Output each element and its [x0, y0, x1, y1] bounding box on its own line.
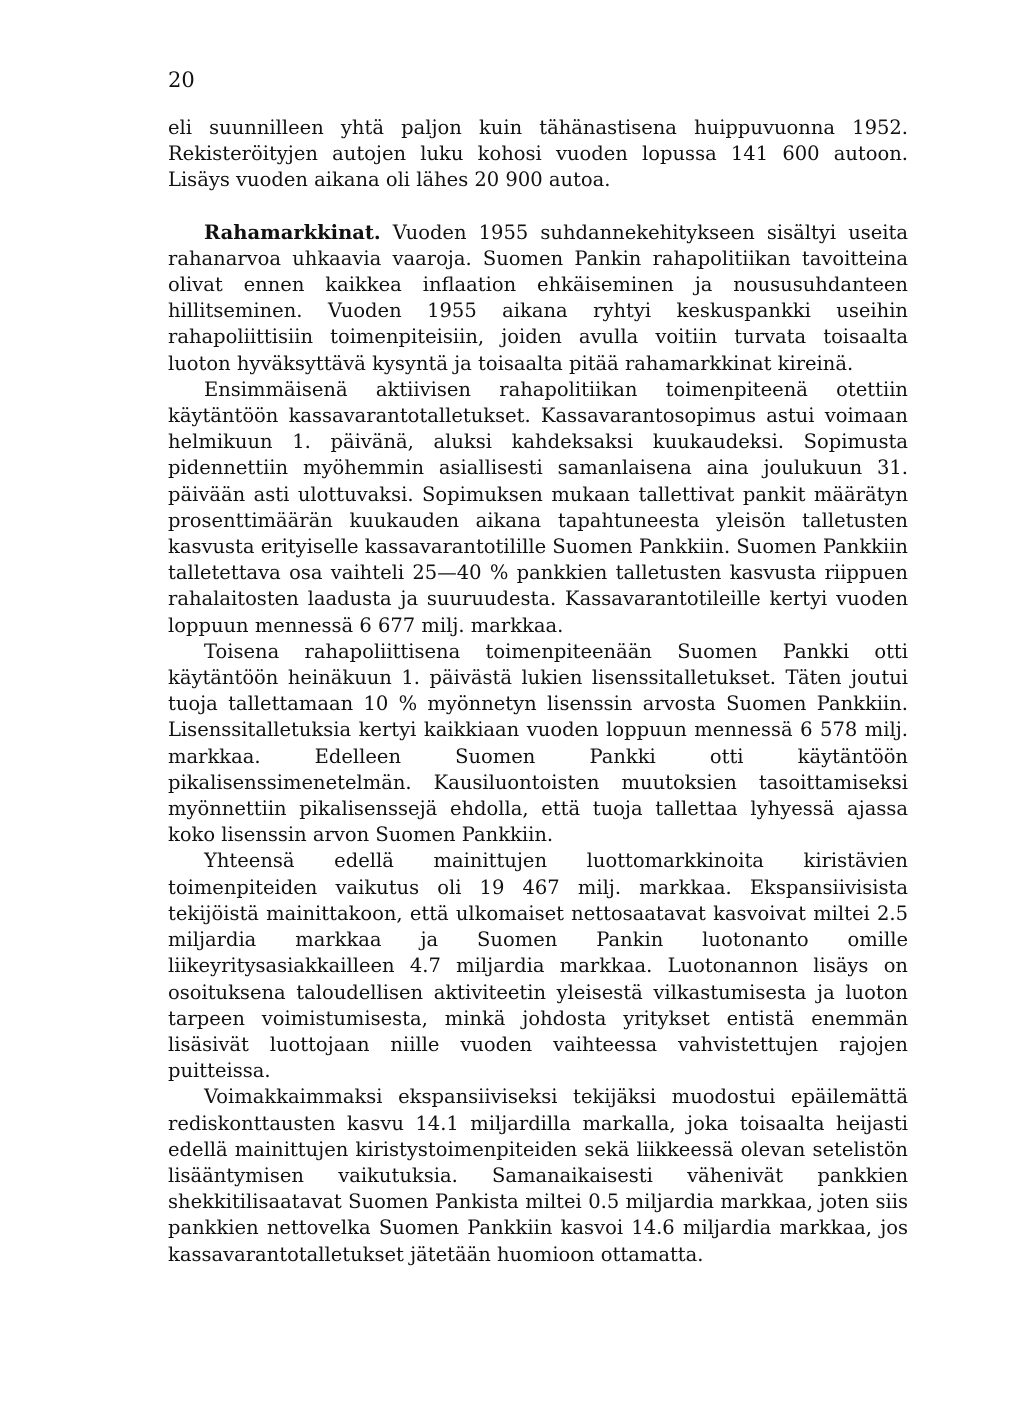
page-number: 20	[168, 68, 195, 92]
paragraph-licence-deposits: Toisena rahapoliittisena toimenpiteenään Suomen Pankki otti käytäntöön heinäkuun 1. päivästä lukien lisenssitalletukset. Täten joutui tuoja tallettamaan 10 % myönnetyn lisenssin arvosta Suomen Pankkiin. Lisenssitalletuksia kertyi kaikkiaan vuoden loppuun mennessä 6 578 milj. markkaa. Edelleen Suomen Pankki otti käytäntöön pikalisenssimenetelmän. Kausiluontoisten muutoksien tasoittamiseksi myönnettiin pikalisenssejä ehdolla, että tuoja tallettaa lyhyessä ajassa koko lisenssin arvon Suomen Pankkiin.	[168, 639, 908, 847]
paragraph-money-markets-body: Vuoden 1955 suhdannekehitykseen sisältyi useita rahanarvoa uhkaavia vaaroja. Suomen Pankin rahapolitiikan tavoitteina olivat ennen kaikkea inflaation ehkäiseminen ja noususuhdanteen hillitseminen. Vuoden 1955 aikana ryhtyi keskuspankki useihin rahapoliittisiin toimenpiteisiin, joiden avulla voitiin turvata toisaalta luoton hyväksyttävä kysyntä ja toisaalta pitää rahamarkkinat kireinä.	[168, 220, 908, 375]
section-heading: Rahamarkkinat.	[204, 220, 381, 244]
paragraph-money-markets	[168, 220, 908, 377]
paragraph-total-effect: Yhteensä edellä mainittujen luottomarkkinoita kiristävien toimenpiteiden vaikutus oli 19 467 milj. markkaa. Ekspansiivisista tekijöistä mainittakoon, että ulkomaiset nettosaatavat kasvoivat miltei 2.5 miljardia markkaa ja Suomen Pankin luotonanto omille liikeyritysasiakkailleen 4.7 miljardia markkaa. Luotonannon lisäys on osoituksena taloudellisen aktiviteetin yleisestä vilkastumisesta ja luoton tarpeen voimistumisesta, minkä johdosta yritykset entistä enemmän lisäsivät luottojaan niille vuoden vaihteessa vahvistettujen rajojen puitteissa.	[168, 849, 908, 1083]
paragraph-car-registrations: eli suunnilleen yhtä paljon kuin tähänastisena huippuvuonna 1952. Rekisteröityjen autojen luku kohosi vuoden lopussa 141 600 autoon. Lisäys vuoden aikana oli lähes 20 900 autoa.	[168, 116, 908, 192]
paragraph-cash-reserve-deposits: Ensimmäisenä aktiivisen rahapolitiikan toimenpiteenä otettiin käytäntöön kassavarantotalletukset. Kassavarantosopimus astui voimaan helmikuun 1. päivänä, aluksi kahdeksaksi kuukaudeksi. Sopimusta pidennettiin myöhemmin asiallisesti samanlaisena aina joulukuun 31. päivään asti ulottuvaksi. Sopimuksen mukaan tallettivat pankit määrätyn prosenttimäärän kuukauden aikana tapahtuneesta yleisön talletusten kasvusta erityiselle kassavarantotilille Suomen Pankkiin. Suomen Pankkiin talletettava osa vaihteli 25—40 % pankkien talletusten kasvusta riippuen rahalaitosten laadusta ja suuruudesta. Kassavarantotileille kertyi vuoden loppuun mennessä 6 677 milj. markkaa.	[168, 377, 908, 637]
body-text	[168, 115, 908, 1268]
paragraph-rediscounts: Voimakkaimmaksi ekspansiiviseksi tekijäksi muodostui epäilemättä rediskonttausten kasvu 14.1 miljardilla markalla, joka toisaalta heijasti edellä mainittujen kiristystoimenpiteiden sekä liikkeessä olevan setelistön lisääntymisen vaikutuksia. Samanaikaisesti vähenivät pankkien shekkitilisaatavat Suomen Pankista miltei 0.5 miljardia markkaa, joten siis pankkien nettovelka Suomen Pankkiin kasvoi 14.6 miljardia markkaa, jos kassavarantotalletukset jätetään huomioon ottamatta.	[168, 1085, 908, 1266]
